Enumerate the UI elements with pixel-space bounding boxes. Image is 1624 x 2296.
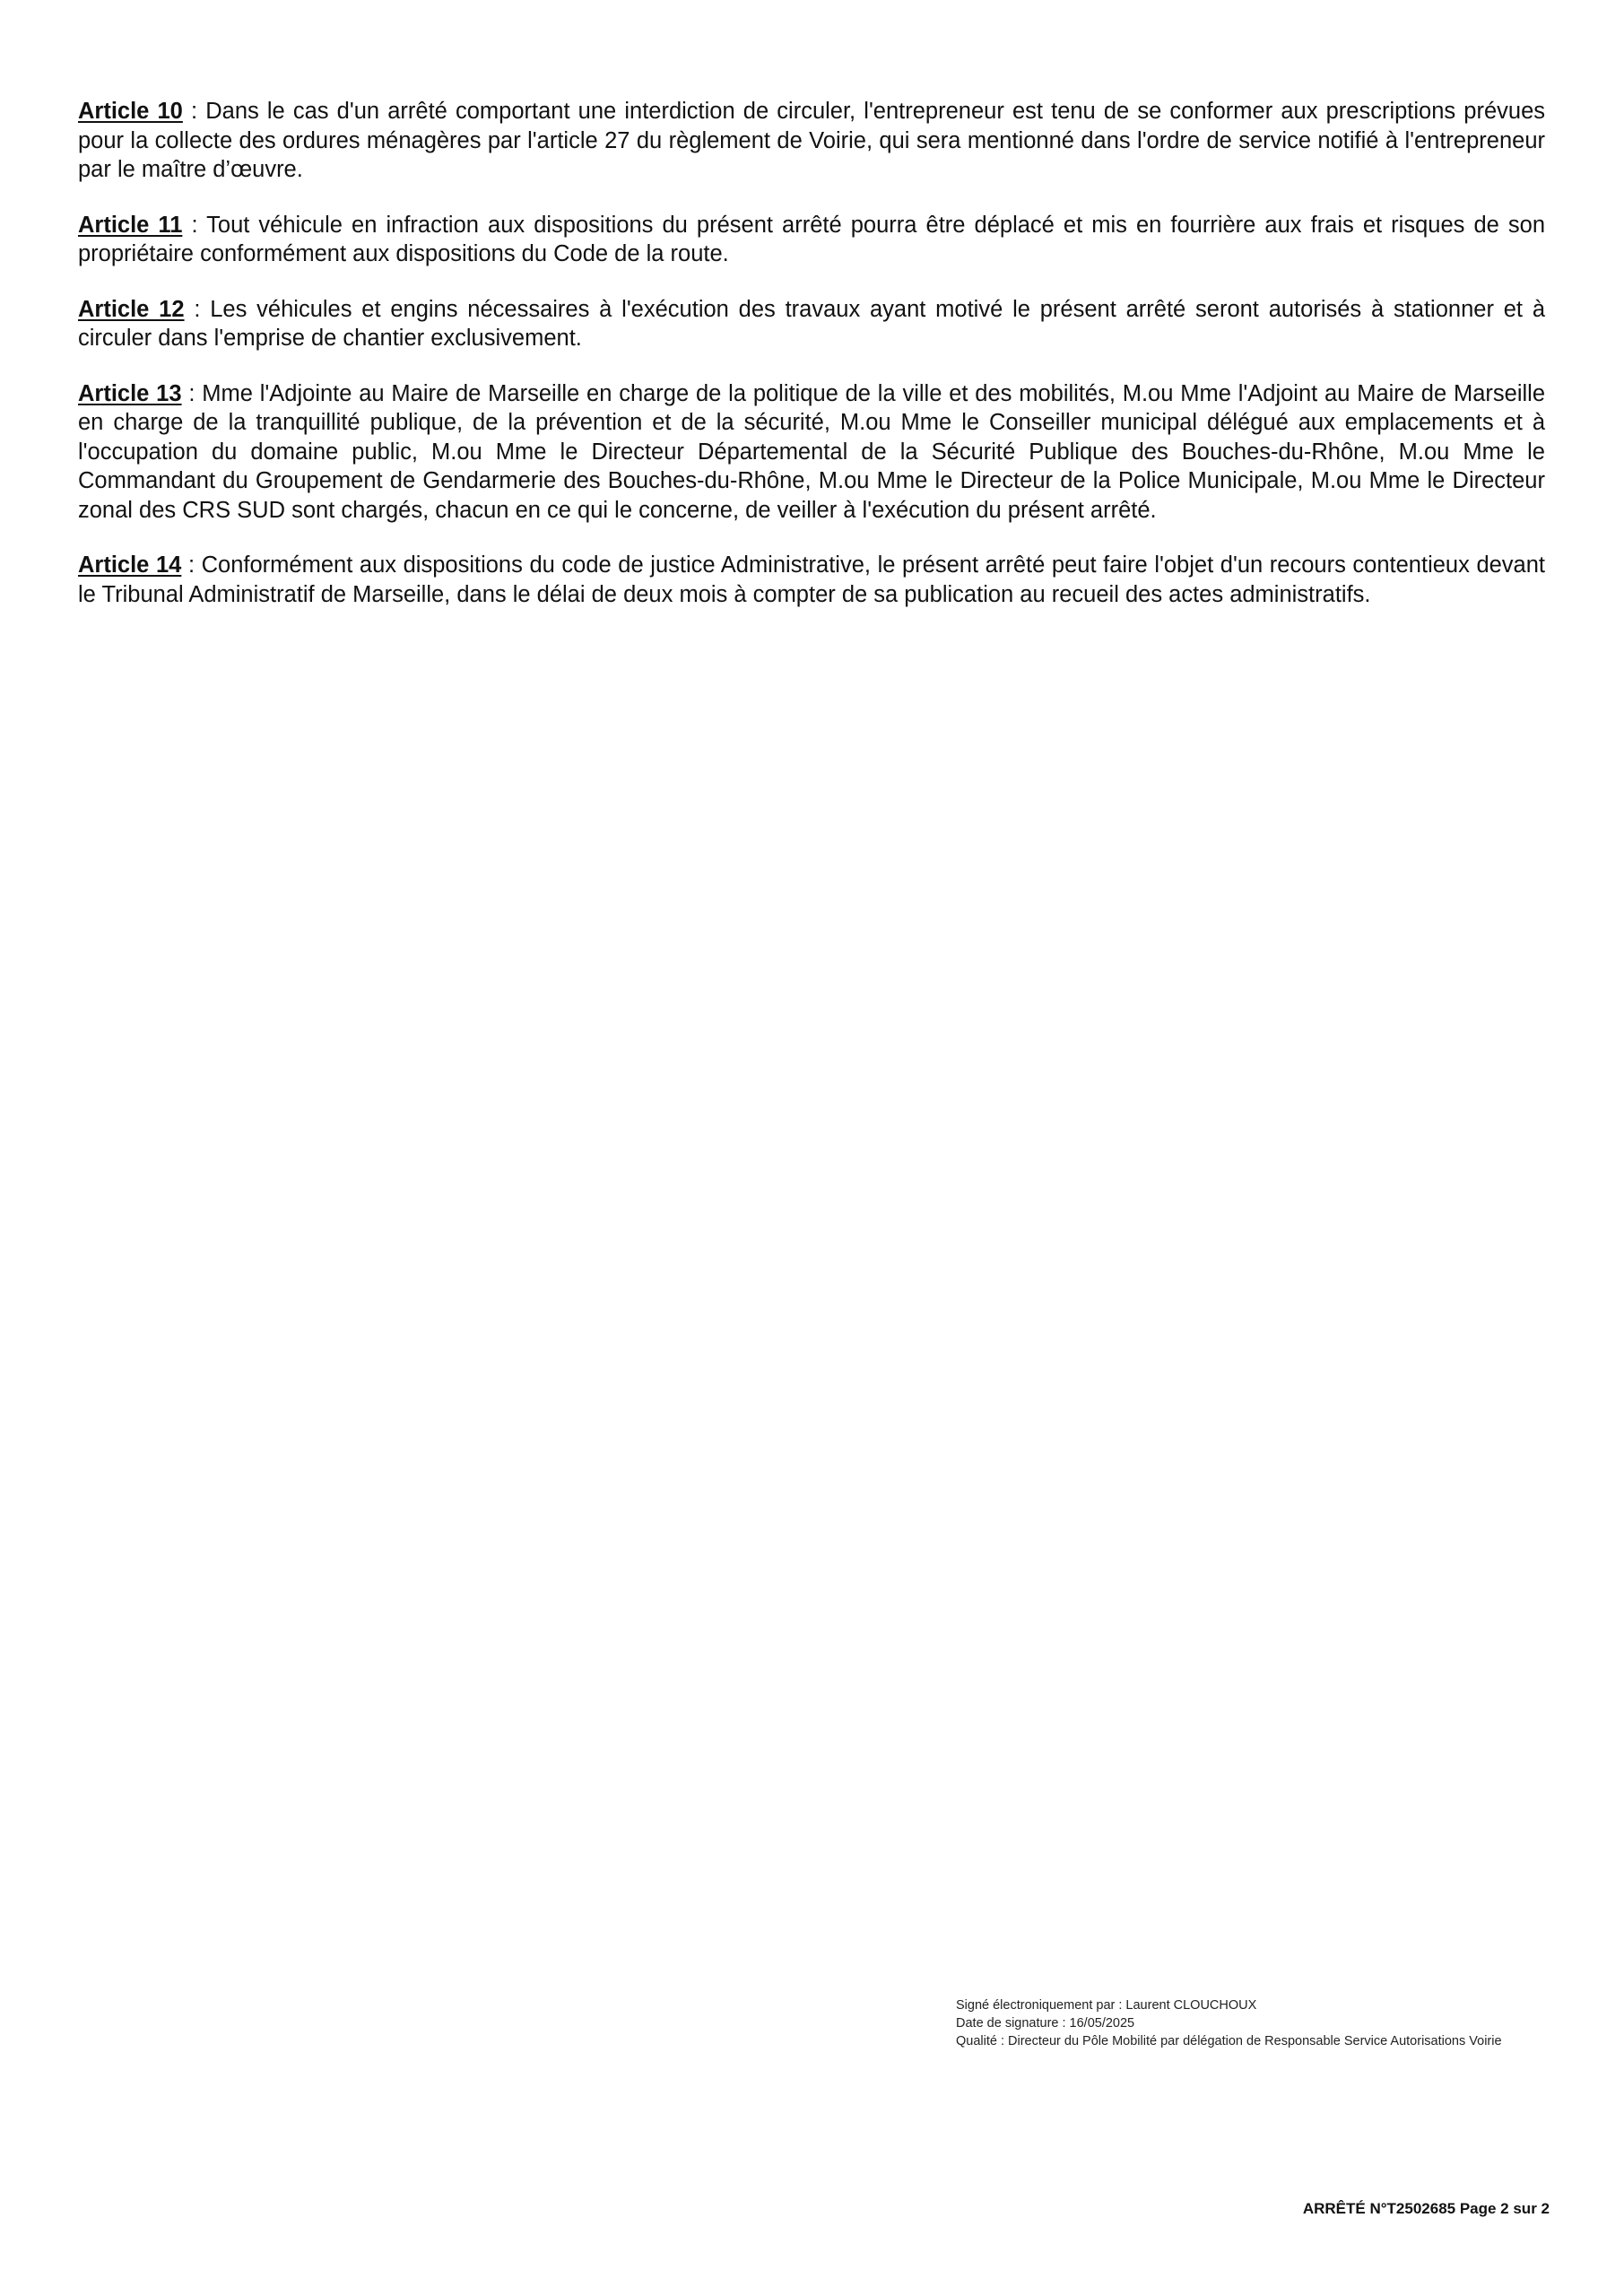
page-footer-reference: ARRÊTÉ N°T2502685 Page 2 sur 2 [1302,2200,1550,2217]
article-12 [78,295,1545,353]
article-11 [78,211,1545,269]
article-10 [78,97,1545,185]
article-label: Article 10 [78,99,183,124]
electronic-signature-block [956,1996,1584,2050]
article-label: Article 12 [78,296,185,322]
signature-date: Date de signature : 16/05/2025 [956,2016,1135,2031]
article-text: : Tout véhicule en infraction aux dispositions du présent arrêté pourra être déplacé et mis en fourrière aux frais et risques de son propriétaire conformément aux dispositions du Code de la route. [78,212,1545,266]
article-text: : Les véhicules et engins nécessaires à l'exécution des travaux ayant motivé le présent arrêté seront autorisés à stationner et à circuler dans l'emprise de chantier exclusivement. [78,296,1546,351]
article-14 [78,551,1545,609]
article-13 [78,379,1545,526]
article-text: : Dans le cas d'un arrêté comportant une interdiction de circuler, l'entrepreneur est tenu de se conformer aux prescriptions prévues pour la collecte des ordures ménagères par l'article 27 du règlement de Voirie, qui sera mentionné dans l'ordre de service notifié à l'entrepreneur par le maître d’œuvre. [78,99,1546,182]
article-text: : Conformément aux dispositions du code de justice Administrative, le présent arrêté peut faire l'objet d'un recours contentieux devant le Tribunal Administratif de Marseille, dans le délai de deux mois à compter de sa publication au recueil des actes administratifs. [78,552,1546,607]
document-body [78,97,1545,635]
signature-signer: Signé électroniquement par : Laurent CLOUCHOUX [956,1998,1257,2013]
signature-quality: Qualité : Directeur du Pôle Mobilité par délégation de Responsable Service Autorisations Voirie [956,2034,1502,2048]
article-text: : Mme l'Adjointe au Maire de Marseille en charge de la politique de la ville et des mobilités, M.ou Mme l'Adjoint au Maire de Marseille en charge de la tranquillité publique, de la prévention et de la sécurité, M.ou Mme le Conseiller municipal délégué aux emplacements et à l'occupation du domaine public, M.ou Mme le Directeur Départemental de la Sécurité Publique des Bouches-du-Rhône, M.ou Mme le Commandant du Groupement de Gendarmerie des Bouches-du-Rhône, M.ou Mme le Directeur de la Police Municipale, M.ou Mme le Directeur zonal des CRS SUD sont chargés, chacun en ce qui le concerne, de veiller à l'exécution du présent arrêté. [78,380,1545,523]
article-label: Article 13 [78,380,182,406]
article-label: Article 11 [78,212,183,238]
article-label: Article 14 [78,552,182,578]
